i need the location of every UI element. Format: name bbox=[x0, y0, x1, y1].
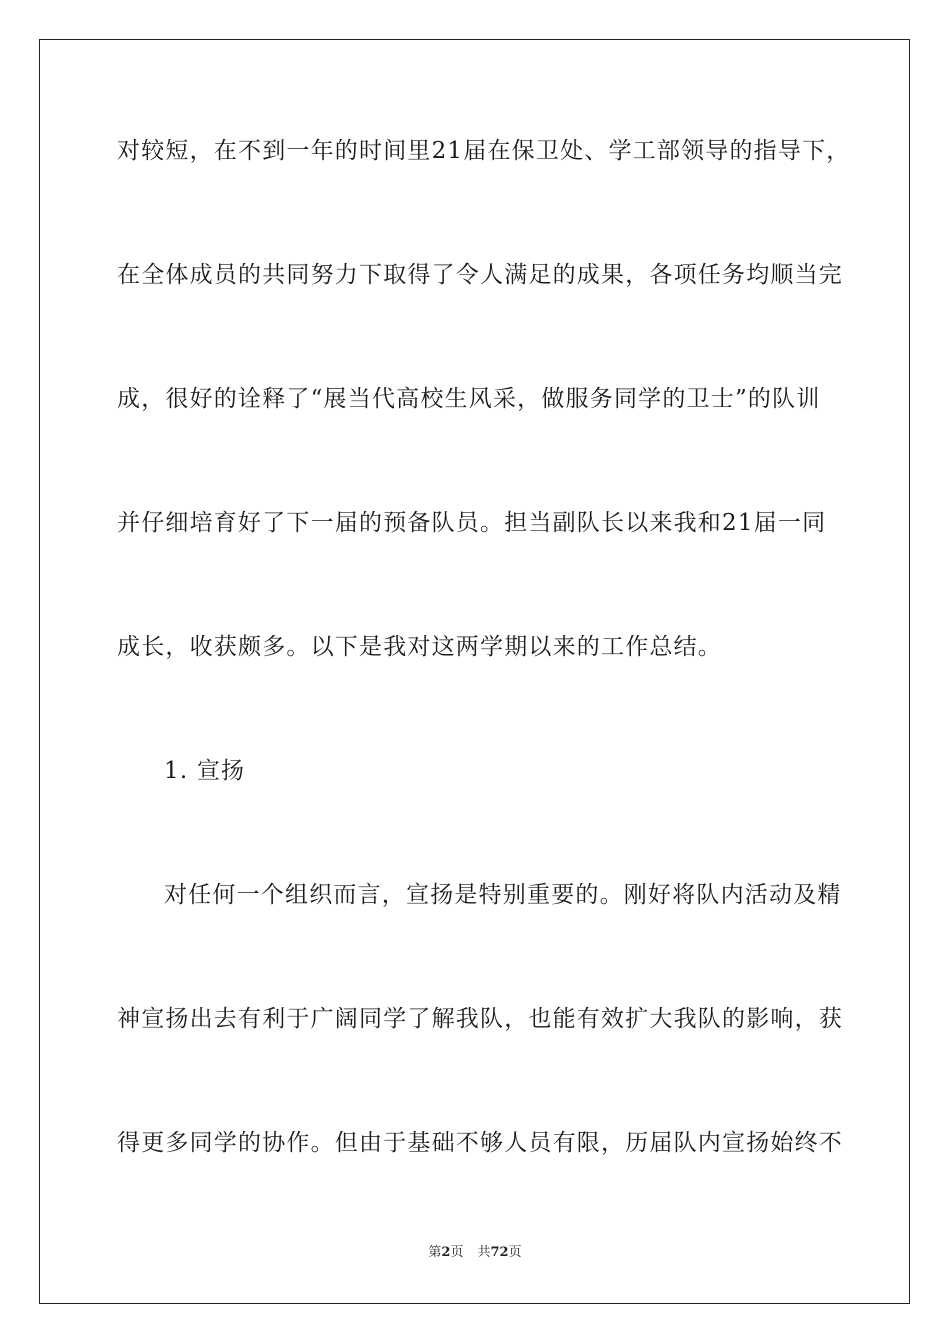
body-text-line: 成长，收获颇多。以下是我对这两学期以来的工作总结。 bbox=[117, 634, 722, 660]
total-pages: 72 bbox=[490, 1245, 509, 1260]
body-text-line: 神宣扬出去有利于广阔同学了解我队，也能有效扩大我队的影响，获 bbox=[117, 1006, 843, 1032]
body-text-line: 对较短，在不到一年的时间里21届在保卫处、学工部领导的指导下， bbox=[117, 138, 851, 164]
page-border bbox=[39, 39, 910, 1304]
body-text-line: 得更多同学的协作。但由于基础不够人员有限，历届队内宣扬始终不 bbox=[117, 1130, 843, 1156]
section-heading: 1. 宣扬 bbox=[164, 758, 246, 784]
body-text-line: 在全体成员的共同努力下取得了令人满足的成果，各项任务均顺当完 bbox=[117, 262, 843, 288]
page-footer bbox=[0, 1244, 950, 1262]
page-suffix: 页 bbox=[450, 1245, 464, 1260]
total-prefix: 共 bbox=[477, 1245, 491, 1260]
body-text-line: 成，很好的诠释了“展当代高校生风采，做服务同学的卫士”的队训 bbox=[117, 386, 821, 412]
total-suffix: 页 bbox=[508, 1245, 522, 1260]
body-text-line: 对任何一个组织而言，宣扬是特别重要的。刚好将队内活动及精 bbox=[164, 882, 842, 908]
page-prefix: 第 bbox=[428, 1245, 442, 1260]
page-number: 2 bbox=[441, 1245, 451, 1260]
body-text-line: 并仔细培育好了下一届的预备队员。担当副队长以来我和21届一同 bbox=[117, 510, 827, 536]
